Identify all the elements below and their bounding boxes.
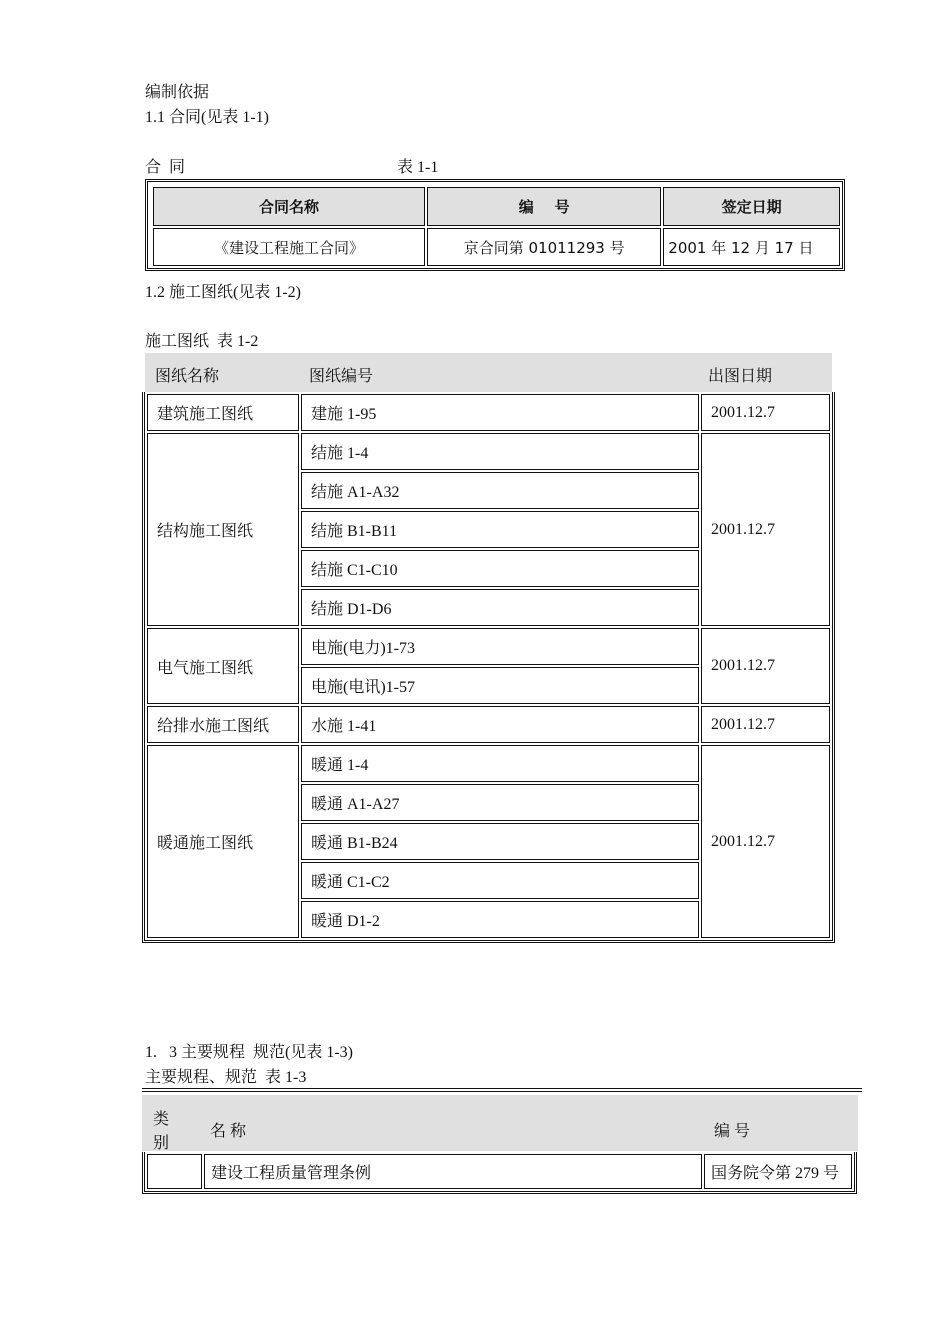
contract-table [145, 179, 845, 271]
header-regulation-code: 编 号 [714, 1123, 751, 1140]
drawing-number-cell: 结施 B1-B11 [301, 511, 699, 548]
issue-date-cell: 2001.12.7 [701, 706, 830, 743]
header-contract-number: 编 号 [427, 187, 661, 226]
drawing-number-cell: 暖通 A1-A27 [301, 784, 699, 821]
drawing-name-cell: 给排水施工图纸 [147, 706, 299, 743]
table-row [147, 1154, 852, 1189]
drawing-number-cell: 暖通 1-4 [301, 745, 699, 782]
regulation-code-cell: 国务院令第 279 号 [704, 1154, 852, 1189]
section-1-3-title: 1. 3 主要规程 规范(见表 1-3) [145, 1044, 353, 1061]
table-1-1-caption-left: 合 同 [145, 159, 186, 176]
regulations-table-header [142, 1095, 858, 1151]
regulation-name-cell: 建设工程质量管理条例 [204, 1154, 702, 1189]
regulations-table [142, 1088, 862, 1193]
table-row [147, 433, 830, 470]
drawings-table [142, 392, 835, 943]
issue-date-cell: 2001.12.7 [701, 394, 830, 431]
section-1-1-title: 1.1 合同(见表 1-1) [145, 109, 269, 126]
drawing-name-cell: 结构施工图纸 [147, 433, 299, 626]
contract-name-cell: 《建设工程施工合同》 [153, 228, 425, 266]
document-heading: 编制依据 [145, 84, 210, 101]
drawing-number-cell: 水施 1-41 [301, 706, 699, 743]
drawing-number-cell: 暖通 D1-2 [301, 901, 699, 938]
drawing-number-cell: 结施 D1-D6 [301, 589, 699, 626]
drawing-number-cell: 结施 C1-C10 [301, 550, 699, 587]
table-row [147, 394, 830, 431]
table-1-1-caption-right: 表 1-1 [397, 159, 439, 176]
header-sign-date: 签定日期 [663, 187, 840, 226]
table-row [147, 706, 830, 743]
table-1-2-caption: 施工图纸 表 1-2 [145, 333, 259, 350]
header-category-line1: 类 [153, 1111, 170, 1128]
drawings-table-header [145, 353, 832, 392]
drawing-number-cell: 暖通 B1-B24 [301, 823, 699, 860]
header-issue-date: 出图日期 [708, 368, 773, 385]
header-contract-name: 合同名称 [153, 187, 425, 226]
issue-date-cell: 2001.12.7 [701, 745, 830, 938]
header-drawing-number: 图纸编号 [309, 368, 374, 385]
regulation-category-cell [147, 1154, 202, 1189]
header-drawing-name: 图纸名称 [155, 368, 220, 385]
drawing-name-cell: 暖通施工图纸 [147, 745, 299, 938]
table-row [147, 745, 830, 782]
drawing-name-cell: 建筑施工图纸 [147, 394, 299, 431]
drawing-number-cell: 电施(电讯)1-57 [301, 667, 699, 704]
header-regulation-name: 名 称 [210, 1123, 247, 1140]
sign-date-cell: 2001 年 12 月 17 日 [663, 228, 840, 266]
drawing-name-cell: 电气施工图纸 [147, 628, 299, 704]
drawing-number-cell: 结施 A1-A32 [301, 472, 699, 509]
issue-date-cell: 2001.12.7 [701, 433, 830, 626]
issue-date-cell: 2001.12.7 [701, 628, 830, 704]
header-category-line2: 别 [153, 1135, 170, 1152]
drawing-number-cell: 结施 1-4 [301, 433, 699, 470]
drawing-number-cell: 暖通 C1-C2 [301, 862, 699, 899]
drawing-number-cell: 建施 1-95 [301, 394, 699, 431]
table-1-3-caption: 主要规程、规范 表 1-3 [145, 1069, 307, 1086]
drawing-number-cell: 电施(电力)1-73 [301, 628, 699, 665]
contract-number-cell: 京合同第 01011293 号 [427, 228, 661, 266]
section-1-2-title: 1.2 施工图纸(见表 1-2) [145, 284, 301, 301]
table-row [147, 628, 830, 665]
